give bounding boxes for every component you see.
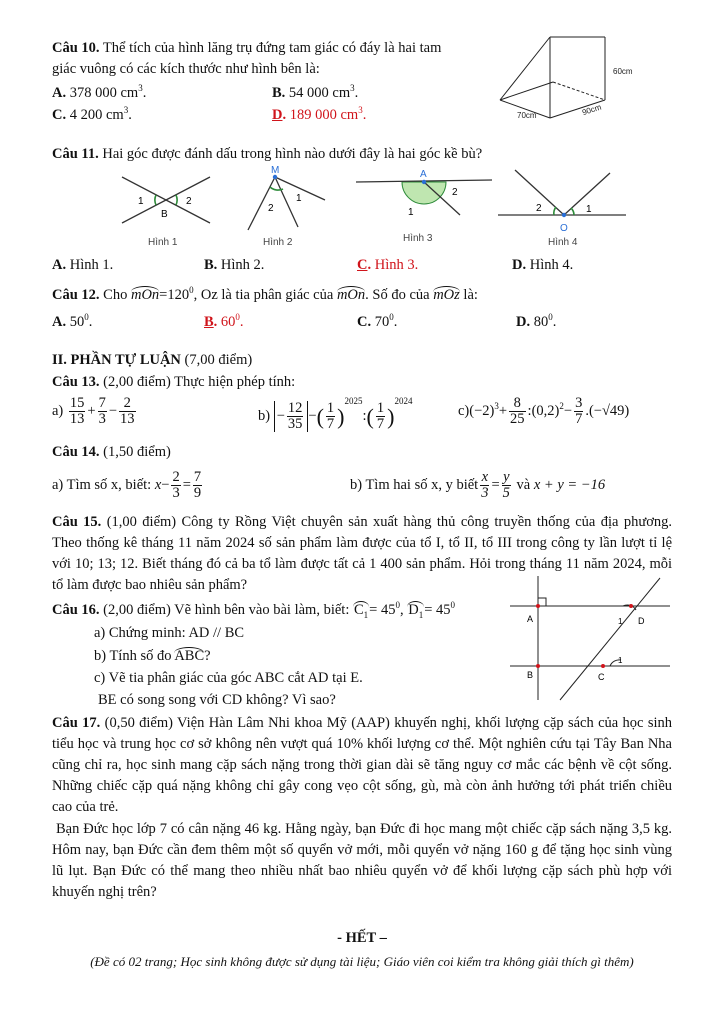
q11-figures	[100, 165, 660, 250]
q13b-e2: 2024	[394, 396, 413, 406]
q15-label: Câu 15.	[52, 514, 102, 530]
h3-label-1: 1	[408, 207, 414, 218]
q14b-n2: y	[503, 469, 510, 485]
q16-deg-2: 0	[450, 600, 456, 610]
q12-d-value: 80	[533, 313, 549, 330]
q13b-colon: :	[362, 408, 367, 424]
q13b-n2: 1	[326, 399, 335, 416]
q13b-d1: 35	[287, 416, 303, 433]
q12-c-value: 70	[374, 313, 390, 330]
end-marker: - HẾT –	[337, 930, 387, 946]
figure-hinh-3	[356, 169, 492, 244]
q10-option-a[interactable]	[52, 83, 146, 102]
q17-p1: (0,50 điểm) Viện Hàn Lâm Nhi khoa Mỹ (AAP) khuyến nghị, khối lượng cặp sách của học sinh tiểu học và trung học cơ sở không nên vượt quá 10% khối lượng cơ thể. Một nghiên cứu tại Tây Ban Nha cũng chỉ ra, học sinh mang cặp sách nặng trong thời gian dài sẽ tăng nguy cơ mắc các bệnh về cột sống. Những chiếc cặp quá nặng không chỉ gây cong vẹo cột sống, gù, mà còn ảnh hưởng tới phát triển chiều cao của trẻ.	[52, 715, 672, 815]
h4-label-2: 2	[536, 203, 542, 214]
h3-label-A: A	[420, 169, 427, 180]
q10-c-exp: 3	[123, 105, 129, 115]
q13c-e2: 2	[559, 401, 564, 412]
q11-option-b[interactable]	[204, 257, 264, 274]
figure-hinh-1	[122, 177, 210, 248]
q13a-n2: 7	[98, 395, 106, 411]
q16-c: c) Vẽ tia phân giác của góc ABC cắt AD tại E.	[94, 670, 363, 686]
fig16-label-D: D	[638, 616, 645, 626]
q12-d-end: .	[552, 313, 557, 330]
q10-a-value: 378 000 cm	[69, 84, 139, 101]
h1-label-1: 1	[138, 196, 144, 207]
q12-b-value: 60	[220, 313, 236, 330]
q12-t2: , Oz là tia phân giác của	[193, 286, 334, 303]
q13a-d2: 3	[98, 411, 106, 428]
h1-label-B: B	[161, 209, 168, 220]
q12-c-end: .	[393, 313, 398, 330]
q12-a-value: 50	[69, 313, 85, 330]
q12-line	[52, 285, 478, 304]
q12-t3: . Số đo của	[365, 286, 430, 303]
q12-a-deg: 0	[84, 312, 89, 322]
q13-b: b) − $\frac{12}{35}$ −( $\frac{1}{7}$ )$^{2025}$:( $\frac{1}{7}$ )$^{2024}$	[258, 396, 413, 433]
q13a-d1: 13	[69, 411, 85, 428]
q15-text: (1,00 điểm) Công ty Rồng Việt chuyên sản xuất hàng thủ công truyền thống của địa phương. Theo thống kê tháng 11 năm 2024 số sản phẩm làm được của tổ I, tổ II, tổ III trong công ty lần lượt tỉ lệ với 10; 13; 12. Biết tháng đó cả ba tổ làm được tất cả 1 400 sản phẩm. Hỏi trong tháng 11 năm 2024, mỗi tổ làm được bao nhiêu sản phẩm?	[52, 514, 672, 593]
q14b-d2: 5	[502, 485, 510, 502]
q12-a-end: .	[88, 313, 93, 330]
fig16-label-B: B	[527, 670, 534, 680]
h4-label-1: 1	[586, 204, 592, 215]
q16-c1: C	[353, 601, 364, 618]
q12-t4: là:	[463, 286, 478, 303]
q13a-minus: −	[108, 403, 118, 420]
q13c-d2: 7	[575, 411, 583, 428]
q13-b-label: b)	[258, 408, 271, 424]
q16-b-end: ?	[204, 648, 211, 664]
h3-caption: Hình 3	[403, 233, 433, 244]
q16-b-pre: b) Tính số đo	[94, 648, 172, 664]
q10-b-end: .	[354, 84, 359, 101]
q14a-d2: 9	[193, 485, 202, 502]
q12-b-deg: 0	[235, 312, 240, 322]
q11-option-a[interactable]	[52, 257, 113, 274]
prism-width-label: 90cm	[581, 102, 603, 118]
q16-d1: D	[408, 601, 419, 618]
q10-d-letter: D	[272, 106, 283, 123]
q16-text: (2,00 điểm) Vẽ hình bên vào bài làm, biết:	[103, 601, 350, 618]
q13c-tail: .(−√49)	[585, 403, 630, 420]
q14-a	[52, 470, 204, 501]
q13-c-label: c)	[458, 403, 470, 420]
q16-b	[94, 648, 211, 665]
q14a-pre: a) Tìm số x, biết:	[52, 477, 152, 494]
footer-note: (Đề có 02 trang; Học sinh không được sử dụng tài liệu; Giáo viên coi kiểm tra không giải thích gì thêm)	[90, 954, 634, 969]
q10-text2: giác vuông có các kích thước như hình bên là:	[52, 61, 320, 77]
q10-d-sep: .	[282, 106, 287, 123]
q13c-plus: +	[498, 403, 508, 420]
fig16-label-A: A	[527, 614, 534, 624]
q12-d-deg: 0	[548, 312, 553, 322]
q13-a	[52, 396, 138, 427]
q17-paragraph-2: Bạn Đức học lớp 7 có cân nặng 46 kg. Hằng ngày, bạn Đức đi học mang một chiếc cặp sách nặng 3,5 kg. Hôm nay, bạn Đức cần đem thêm một số quyển vở mới, mỗi quyển vở nặng 160 g để tặng học sinh vùng lũ lụt. Bạn Đức có thể mang theo nhiều nhất bao nhiêu quyển vở để khối lượng cặp sách phù hợp với khuyến nghị trên?	[52, 821, 672, 900]
q12-label: Câu 12.	[52, 286, 100, 303]
q14-text: (1,50 điểm)	[103, 444, 171, 460]
q11-c-sep: .	[367, 257, 372, 273]
q10-d-value: 189 000 cm	[289, 106, 359, 123]
part2-points: (7,00 điểm)	[184, 352, 253, 368]
q14-line	[52, 444, 171, 461]
q14a-eq: =	[182, 477, 191, 494]
h2-label-M: M	[271, 165, 280, 176]
q10-option-c[interactable]	[52, 105, 132, 124]
q14-label: Câu 14.	[52, 444, 100, 460]
q13c-n1: 8	[509, 396, 526, 412]
q12-option-a[interactable]	[52, 312, 92, 331]
q12-b-end: .	[239, 313, 244, 330]
q11-a-letter: A.	[52, 257, 67, 273]
q16-figure	[500, 574, 680, 702]
fig16-label-1-top: 1	[618, 617, 623, 626]
q16-c2: BE có song song với CD không? Vì sao?	[98, 692, 336, 708]
q12-t1: Cho	[103, 286, 128, 303]
h1-caption: Hình 1	[148, 237, 178, 248]
q11-option-c-correct[interactable]	[357, 257, 418, 274]
q10-b-value: 54 000 cm	[288, 84, 351, 101]
h4-label-O: O	[560, 223, 568, 234]
q13b-n3: 1	[376, 399, 385, 416]
q13a-plus: +	[87, 403, 96, 420]
q10-b-exp: 3	[350, 83, 355, 93]
q16-c1-val: = 45	[369, 601, 396, 618]
q10-d-exp: 3	[358, 105, 363, 115]
q13b-e1: 2025	[344, 396, 363, 406]
q12-angle-mon-2: mOn	[336, 286, 366, 303]
q13b-minus: −	[308, 408, 317, 424]
q11-label: Câu 11.	[52, 146, 99, 162]
fig16-label-1-bottom: 1	[618, 656, 623, 665]
q13a-n3: 2	[119, 396, 136, 412]
prism-length-label: 70cm	[517, 111, 537, 120]
q16-deg-1: 0	[395, 600, 400, 610]
q12-eq: =120	[159, 286, 190, 303]
q12-option-d[interactable]	[516, 312, 556, 331]
q13c-d1: 25	[510, 411, 525, 428]
q16-c1-sub: 1	[363, 609, 369, 620]
q14b-sum: x + y = −16	[533, 477, 606, 494]
q10-d-end: .	[362, 106, 367, 123]
h2-label-2: 2	[268, 203, 274, 214]
q13a-d3: 13	[120, 411, 135, 428]
q13c-minus: −	[563, 403, 573, 420]
h1-label-2: 2	[186, 196, 192, 207]
q16-line: Câu 16. (2,00 điểm) Vẽ hình bên vào bài làm, biết: $C_1= 45^0$, $D_1= 45^0$	[52, 600, 456, 620]
q11-d-letter: D.	[512, 257, 527, 273]
h4-caption: Hình 4	[548, 237, 578, 248]
q14a-minus: −	[161, 477, 170, 494]
q12-c-letter: C.	[357, 313, 372, 330]
q10-c-end: .	[128, 106, 132, 123]
q14b-and: và	[516, 477, 531, 494]
q10-option-b[interactable]	[272, 83, 358, 102]
q13-c	[458, 396, 629, 427]
q11-line	[52, 146, 482, 163]
q14a-d1: 3	[172, 485, 180, 502]
h2-label-1: 1	[296, 193, 302, 204]
q13b-d2: 7	[326, 416, 335, 433]
h3-label-2: 2	[452, 187, 458, 198]
q10-label: Câu 10.	[52, 40, 100, 56]
q14b-eq: =	[491, 477, 500, 494]
q16-a: a) Chứng minh: AD // BC	[94, 625, 245, 641]
q17-label: Câu 17.	[52, 715, 101, 731]
q11-option-d[interactable]	[512, 257, 573, 274]
q13-line	[52, 374, 295, 391]
q13-a-label: a)	[52, 403, 64, 420]
q13c-n2: 3	[575, 395, 583, 411]
q14b-pre: b) Tìm hai số x, y biết	[350, 477, 479, 494]
q12-b-letter: B	[204, 313, 214, 330]
q10-a-end: .	[142, 84, 147, 101]
q14b-n1: x	[481, 469, 489, 485]
q13b-d3: 7	[376, 416, 385, 433]
q12-a-letter: A.	[52, 313, 67, 330]
h2-caption: Hình 2	[263, 237, 293, 248]
q17-paragraph-1	[52, 713, 672, 818]
q12-b-sep: .	[213, 313, 218, 330]
fig16-label-C: C	[598, 672, 605, 682]
q14b-d1: 3	[481, 485, 489, 502]
q14a-x: x	[154, 477, 162, 494]
q13a-n1: 15	[69, 395, 85, 411]
q14a-n1: 2	[172, 469, 180, 485]
prism-figure	[495, 30, 655, 125]
q12-angle-moz: mOz	[433, 286, 460, 303]
q11-c-value: Hình 3.	[374, 257, 419, 273]
q12-c-deg: 0	[389, 312, 394, 322]
q13b-n1: 12	[287, 399, 303, 416]
q16-d1-sub: 1	[418, 609, 424, 620]
q12-option-b-correct[interactable]	[204, 312, 244, 331]
q10-line1	[52, 40, 441, 57]
q10-a-exp: 3	[138, 83, 143, 93]
q10-c-letter: C.	[52, 106, 67, 123]
q16-b-angle: ABC	[174, 648, 205, 664]
q13c-colon: :	[527, 403, 532, 420]
figure-hinh-2	[248, 165, 325, 248]
q12-angle-mon: mOn	[130, 286, 160, 303]
q12-deg: 0	[189, 285, 194, 295]
q13c-base: (−2)	[469, 403, 495, 420]
q14a-n2: 7	[193, 469, 202, 485]
q11-text: Hai góc được đánh dấu trong hình nào dưới đây là hai góc kề bù?	[102, 146, 483, 162]
q16-d1-val: = 45	[424, 601, 451, 618]
q12-option-c[interactable]	[357, 312, 397, 331]
figure-hinh-4	[498, 170, 626, 248]
q10-a-letter: A.	[52, 84, 67, 101]
q13-text: (2,00 điểm) Thực hiện phép tính:	[103, 374, 296, 390]
q10-b-letter: B.	[272, 84, 286, 101]
q12-d-letter: D.	[516, 313, 531, 330]
q13-label: Câu 13.	[52, 374, 100, 390]
q14-b	[350, 470, 605, 501]
prism-height-label: 60cm	[613, 67, 633, 76]
q10-option-d-correct[interactable]	[272, 105, 366, 124]
q11-b-letter: B.	[204, 257, 218, 273]
q13c-e: 3	[494, 401, 499, 412]
q13c-base2: (0,2)	[531, 403, 560, 420]
q11-c-letter: C	[357, 257, 368, 273]
q11-b-value: Hình 2.	[220, 257, 265, 273]
q10-text1: Thể tích của hình lăng trụ đứng tam giác có đáy là hai tam	[102, 40, 442, 56]
part2-title: II. PHẦN TỰ LUẬN	[52, 352, 181, 368]
q16-label: Câu 16.	[52, 601, 100, 618]
part2-heading	[52, 352, 252, 369]
q11-a-value: Hình 1.	[69, 257, 114, 273]
q10-c-value: 4 200 cm	[69, 106, 124, 123]
q11-d-value: Hình 4.	[529, 257, 574, 273]
